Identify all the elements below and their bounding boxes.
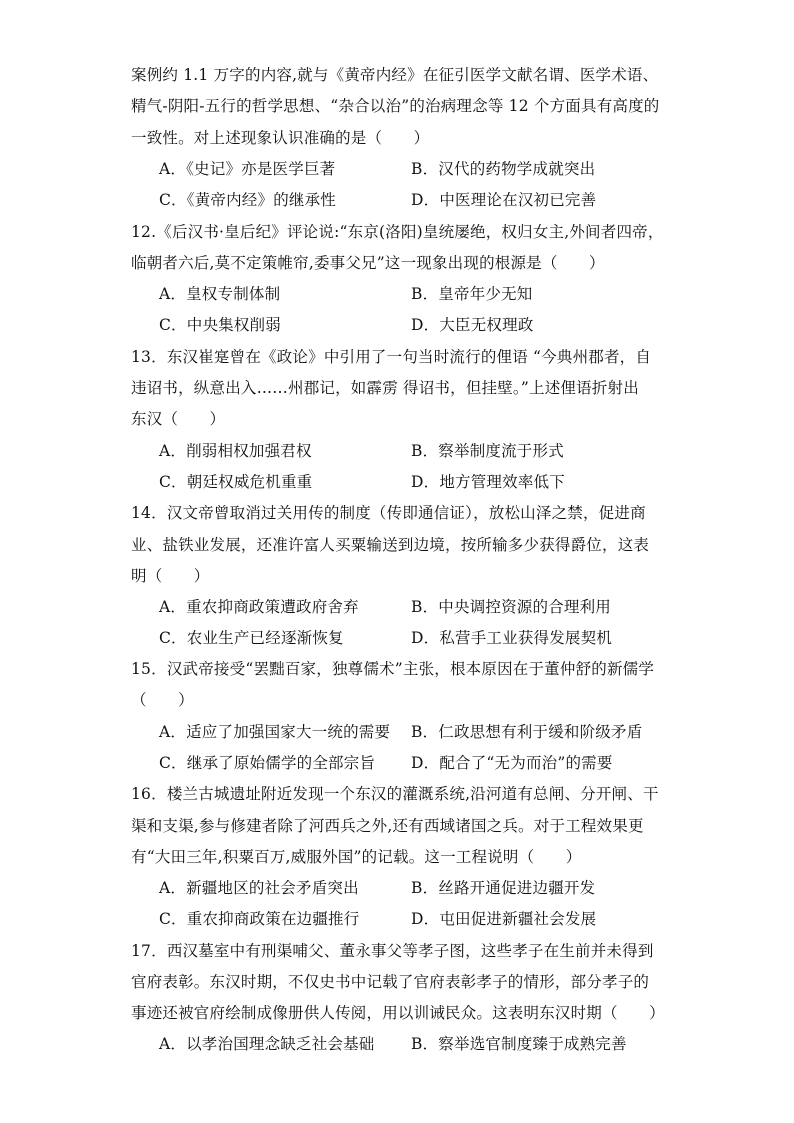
question-15-text-line-1: 15．汉武帝接受“罢黜百家，独尊儒术”主张，根本原因在于董仲舒的新儒学	[131, 660, 655, 678]
question-13-text-line-3: 东汉（ ）	[131, 410, 226, 428]
question-11-text-line-2: 精气-阴阳-五行的哲学思想、“杂合以治”的治病理念等 12 个方面具有高度的	[131, 97, 660, 115]
question-14-option-a: A．重农抑商政策遭政府舍弃	[159, 598, 359, 616]
question-12-option-a: A．皇权专制体制	[159, 285, 281, 303]
question-17-text-line-2: 官府表彰。东汉时期，不仅史书中记载了官府表彰孝子的情形，部分孝子的	[131, 973, 650, 991]
question-14-option-d: D．私营手工业获得发展契机	[411, 629, 613, 647]
question-15-option-a: A．适应了加强国家大一统的需要	[159, 723, 391, 741]
question-17-option-b: B．察举选官制度臻于成熟完善	[411, 1035, 627, 1053]
question-11-option-a: A．《史记》亦是医学巨著	[159, 160, 336, 178]
question-15-option-c: C．继承了原始儒学的全部宗旨	[159, 754, 376, 772]
question-16-text-line-3: 有“大田三年,积粟百万,威服外国”的记载。这一工程说明（ ）	[131, 848, 582, 866]
question-16-text-line-2: 渠和支渠,参与修建者除了河西兵之外,还有西域诸国之兵。对于工程效果更	[131, 817, 644, 835]
question-15-text-line-2: （ ）	[131, 691, 194, 709]
question-13-text-line-1: 13．东汉崔寔曾在《政论》中引用了一句当时流行的俚语 “今典州郡者，自	[131, 348, 652, 366]
question-15-option-b: B．仁政思想有利于缓和阶级矛盾	[411, 723, 643, 741]
question-16-option-b: B．丝路开通促进边疆开发	[411, 879, 596, 897]
question-17-text-line-1: 17．西汉墓室中有刑渠哺父、董永事父等孝子图，这些孝子在生前并未得到	[131, 942, 654, 960]
question-12-option-d: D．大臣无权理政	[411, 316, 534, 334]
question-16-option-d: D．屯田促进新疆社会发展	[411, 910, 597, 928]
question-13-text-line-2: 违诏书，纵意出入……州郡记，如霹雳 得诏书，但挂壁。”上述俚语折射出	[131, 379, 639, 397]
question-11-text-line-3: 一致性。对上述现象认识准确的是（ ）	[131, 129, 430, 147]
question-17-option-a: A．以孝治国理念缺乏社会基础	[159, 1035, 375, 1053]
question-12-text-line-2: 临朝者六后,莫不定策帷帘,委事父兄”这一现象出现的根源是（ ）	[131, 254, 605, 272]
question-11-text-line-1: 案例约 1.1 万字的内容,就与《黄帝内经》在征引医学文献名谓、医学术语、	[131, 66, 659, 84]
question-12-option-c: C．中央集权削弱	[159, 316, 281, 334]
question-14-text-line-3: 明（ ）	[131, 567, 210, 585]
question-16-option-c: C．重农抑商政策在边疆推行	[159, 910, 360, 928]
question-12-option-b: B．皇帝年少无知	[411, 285, 533, 303]
question-13-option-b: B．察举制度流于形式	[411, 442, 564, 460]
question-16-option-a: A．新疆地区的社会矛盾突出	[159, 879, 359, 897]
question-16-text-line-1: 16．楼兰古城遗址附近发现一个东汉的灌溉系统,沿河道有总闸、分开闸、干	[131, 785, 659, 803]
question-14-option-c: C．农业生产已经逐渐恢复	[159, 629, 344, 647]
question-11-option-c: C．《黄帝内经》的继承性	[159, 191, 337, 209]
question-13-option-a: A．削弱相权加强君权	[159, 442, 312, 460]
question-11-option-b: B．汉代的药物学成就突出	[411, 160, 596, 178]
question-13-option-c: C．朝廷权威危机重重	[159, 473, 313, 491]
question-11-option-d: D．中医理论在汉初已完善	[411, 191, 597, 209]
question-14-text-line-2: 业、盐铁业发展，还准许富人买粟输送到边境，按所输多少获得爵位，这表	[131, 536, 650, 554]
question-14-text-line-1: 14．汉文帝曾取消过关用传的制度（传即通信证），放松山泽之禁，促进商	[131, 504, 646, 522]
question-12-text-line-1: 12.《后汉书·皇后纪》评论说:“东京(洛阳)皇统屡绝，权归女主,外间者四帝，	[131, 223, 664, 241]
question-17-text-line-3: 事迹还被官府绘制成像册供人传阅，用以训诫民众。这表明东汉时期（ ）	[131, 1004, 665, 1022]
question-13-option-d: D．地方管理效率低下	[411, 473, 565, 491]
question-15-option-d: D．配合了“无为而治”的需要	[411, 754, 613, 772]
question-14-option-b: B．中央调控资源的合理利用	[411, 598, 611, 616]
